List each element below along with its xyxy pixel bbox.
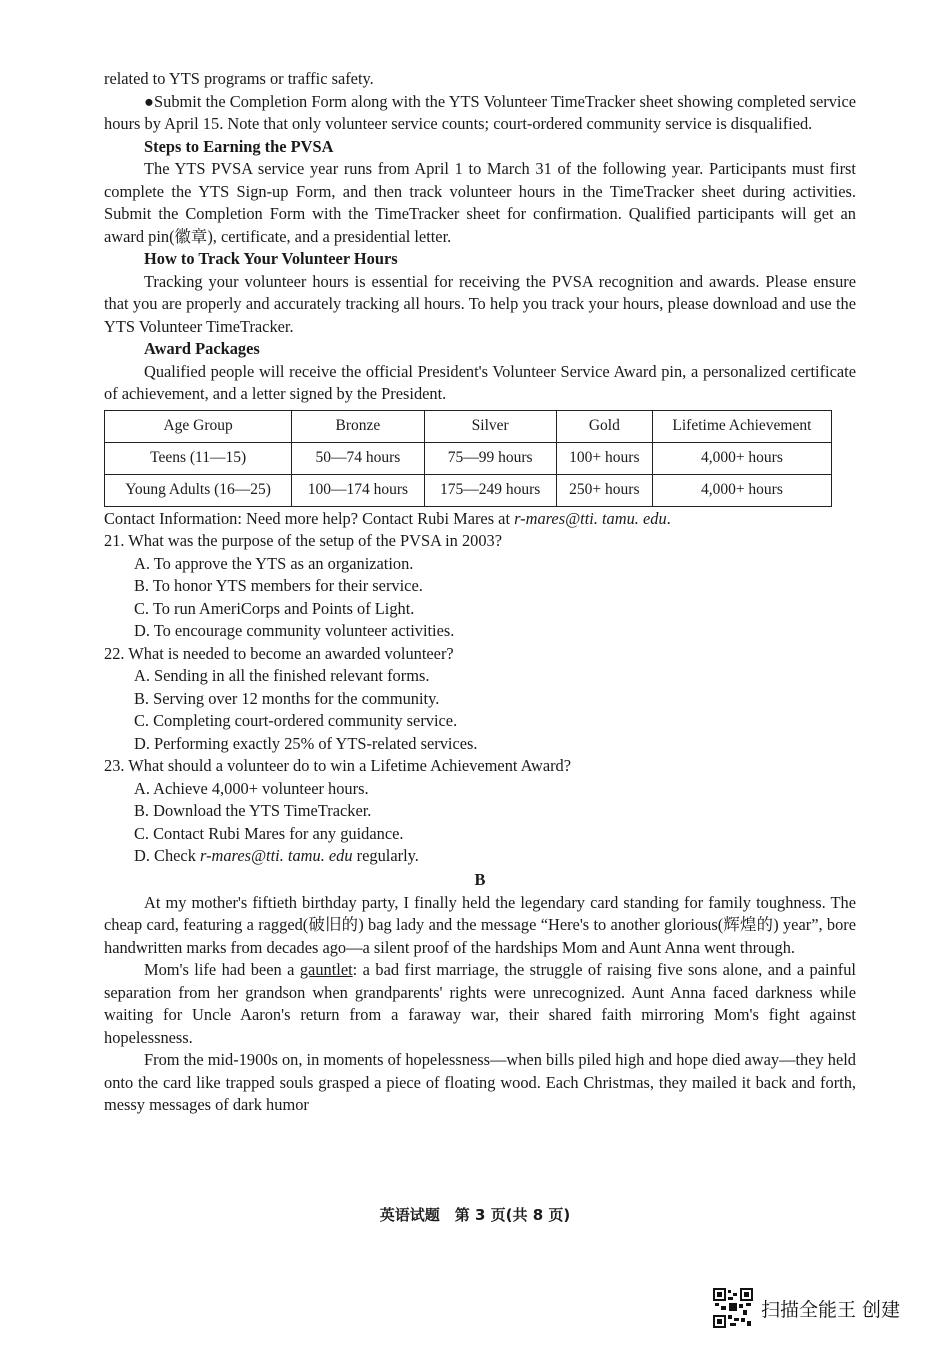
table-cell: 4,000+ hours bbox=[652, 474, 831, 506]
option-d: D. To encourage community volunteer activities. bbox=[134, 621, 455, 640]
page-footer: 英语试题 第 3 页(共 8 页) bbox=[379, 1206, 571, 1224]
heading-track: How to Track Your Volunteer Hours bbox=[144, 249, 398, 268]
table-cell: Teens (11—15) bbox=[105, 442, 292, 474]
question-stem: 21. What was the purpose of the setup of the PVSA in 2003? bbox=[104, 531, 503, 550]
table-cell: 75—99 hours bbox=[424, 442, 556, 474]
question-22 bbox=[104, 643, 856, 756]
heading-awards: Award Packages bbox=[144, 339, 260, 358]
bullet-submit-form bbox=[104, 91, 856, 136]
contact-email: r-mares@tti. tamu. edu bbox=[514, 508, 667, 528]
table-cell: Young Adults (16—25) bbox=[105, 474, 292, 506]
option-d-suffix: regularly. bbox=[352, 846, 419, 865]
contact-end: . bbox=[666, 508, 671, 528]
b2-post: : a bad first marriage, the struggle of raising five sons alone, and a painful separation from her grandson when grandparents' rights were unrecognized. Aunt Anna faced darkness while waiting for Uncle Aaron's return from a faraway war, their shared faith mirroring Mom's fight against hopelessness. bbox=[104, 960, 856, 1047]
bullet-text: Submit the Completion Form along with the YTS Volunteer TimeTracker sheet showing completed service hours by April 15. Note that only volunteer service counts; court-ordered community service is disqualified. bbox=[104, 91, 856, 133]
paragraph-b2 bbox=[104, 959, 856, 1049]
award-table-header-row bbox=[105, 410, 832, 442]
paragraph-b3: From the mid-1900s on, in moments of hopelessness—when bills piled high and hope died away—they held onto the card like trapped souls grasped a piece of floating wood. Each Christmas, they mailed it back and forth, messy messages of dark humor bbox=[104, 1050, 856, 1114]
award-table bbox=[104, 410, 832, 507]
watermark-text: 扫描全能王 创建 bbox=[761, 1298, 901, 1321]
paragraph-awards: Qualified people will receive the official President's Volunteer Service Award pin, a personalized certificate of achievement, and a letter signed by the President. bbox=[104, 361, 856, 403]
question-stem: 23. What should a volunteer do to win a Lifetime Achievement Award? bbox=[104, 756, 572, 775]
table-row bbox=[105, 442, 832, 474]
table-cell: 175—249 hours bbox=[424, 474, 556, 506]
table-cell: 4,000+ hours bbox=[652, 442, 831, 474]
contact-info bbox=[104, 508, 856, 531]
header-age-group: Age Group bbox=[105, 410, 292, 442]
qr-code-icon bbox=[713, 1288, 753, 1328]
option-c: C. To run AmeriCorps and Points of Light. bbox=[134, 598, 415, 618]
option-d-email: r-mares@tti. tamu. edu bbox=[200, 846, 353, 865]
option-b: B. Download the YTS TimeTracker. bbox=[134, 801, 372, 820]
table-cell: 100+ hours bbox=[556, 442, 652, 474]
table-cell: 250+ hours bbox=[556, 474, 652, 506]
contact-text: Contact Information: Need more help? Contact Rubi Mares at bbox=[104, 508, 515, 528]
bullet-dot-icon: ● bbox=[144, 91, 155, 111]
paragraph-steps: The YTS PVSA service year runs from April 1 to March 31 of the following year. Participants must first complete the YTS Sign-up Form, and then track volunteer hours in the TimeTracker sheet during activities. Submit the Completion Form with the TimeTracker sheet for confirmation. Qualified participants will get an award pin(徽章), certificate, and a presidential letter. bbox=[104, 159, 856, 246]
option-d bbox=[134, 845, 856, 868]
table-cell: 100—174 hours bbox=[292, 474, 424, 506]
continued-line: related to YTS programs or traffic safety. bbox=[104, 69, 374, 88]
option-d: D. Performing exactly 25% of YTS-related services. bbox=[134, 733, 478, 753]
option-d-prefix: D. Check bbox=[134, 846, 201, 865]
option-a: A. To approve the YTS as an organization. bbox=[134, 553, 414, 573]
question-21 bbox=[104, 530, 856, 643]
paragraph-b1: At my mother's fiftieth birthday party, I finally held the legendary card standing for family toughness. The cheap card, featuring a ragged(破旧的) bag lady and the message “Here's to another glorious(辉煌的) year”, bore handwritten marks from decades ago—a silent proof of the hardships Mom and Aunt Anna went through. bbox=[104, 892, 856, 957]
underlined-word: gauntlet bbox=[299, 960, 353, 979]
header-gold: Gold bbox=[556, 410, 652, 442]
header-bronze: Bronze bbox=[292, 410, 424, 442]
header-lifetime: Lifetime Achievement bbox=[652, 410, 831, 442]
question-23 bbox=[104, 755, 856, 868]
page-content bbox=[104, 68, 856, 1117]
table-row bbox=[105, 474, 832, 506]
header-silver: Silver bbox=[424, 410, 556, 442]
option-c: C. Contact Rubi Mares for any guidance. bbox=[134, 823, 404, 843]
option-c: C. Completing court-ordered community service. bbox=[134, 711, 458, 730]
option-b: B. To honor YTS members for their service. bbox=[134, 576, 423, 595]
question-stem: 22. What is needed to become an awarded volunteer? bbox=[104, 643, 454, 663]
option-a: A. Sending in all the finished relevant forms. bbox=[134, 666, 430, 685]
table-cell: 50—74 hours bbox=[292, 442, 424, 474]
heading-steps: Steps to Earning the PVSA bbox=[144, 136, 334, 156]
section-b-label: B bbox=[474, 869, 486, 889]
paragraph-track: Tracking your volunteer hours is essential for receiving the PVSA recognition and awards. Please ensure that you are properly and accurately tracking all hours. To help you track your hours, please download and use the YTS Volunteer TimeTracker. bbox=[104, 271, 856, 336]
scanner-watermark bbox=[713, 1288, 900, 1328]
option-a: A. Achieve 4,000+ volunteer hours. bbox=[134, 778, 369, 798]
b2-pre: Mom's life had been a bbox=[144, 960, 300, 979]
option-b: B. Serving over 12 months for the community. bbox=[134, 688, 440, 708]
